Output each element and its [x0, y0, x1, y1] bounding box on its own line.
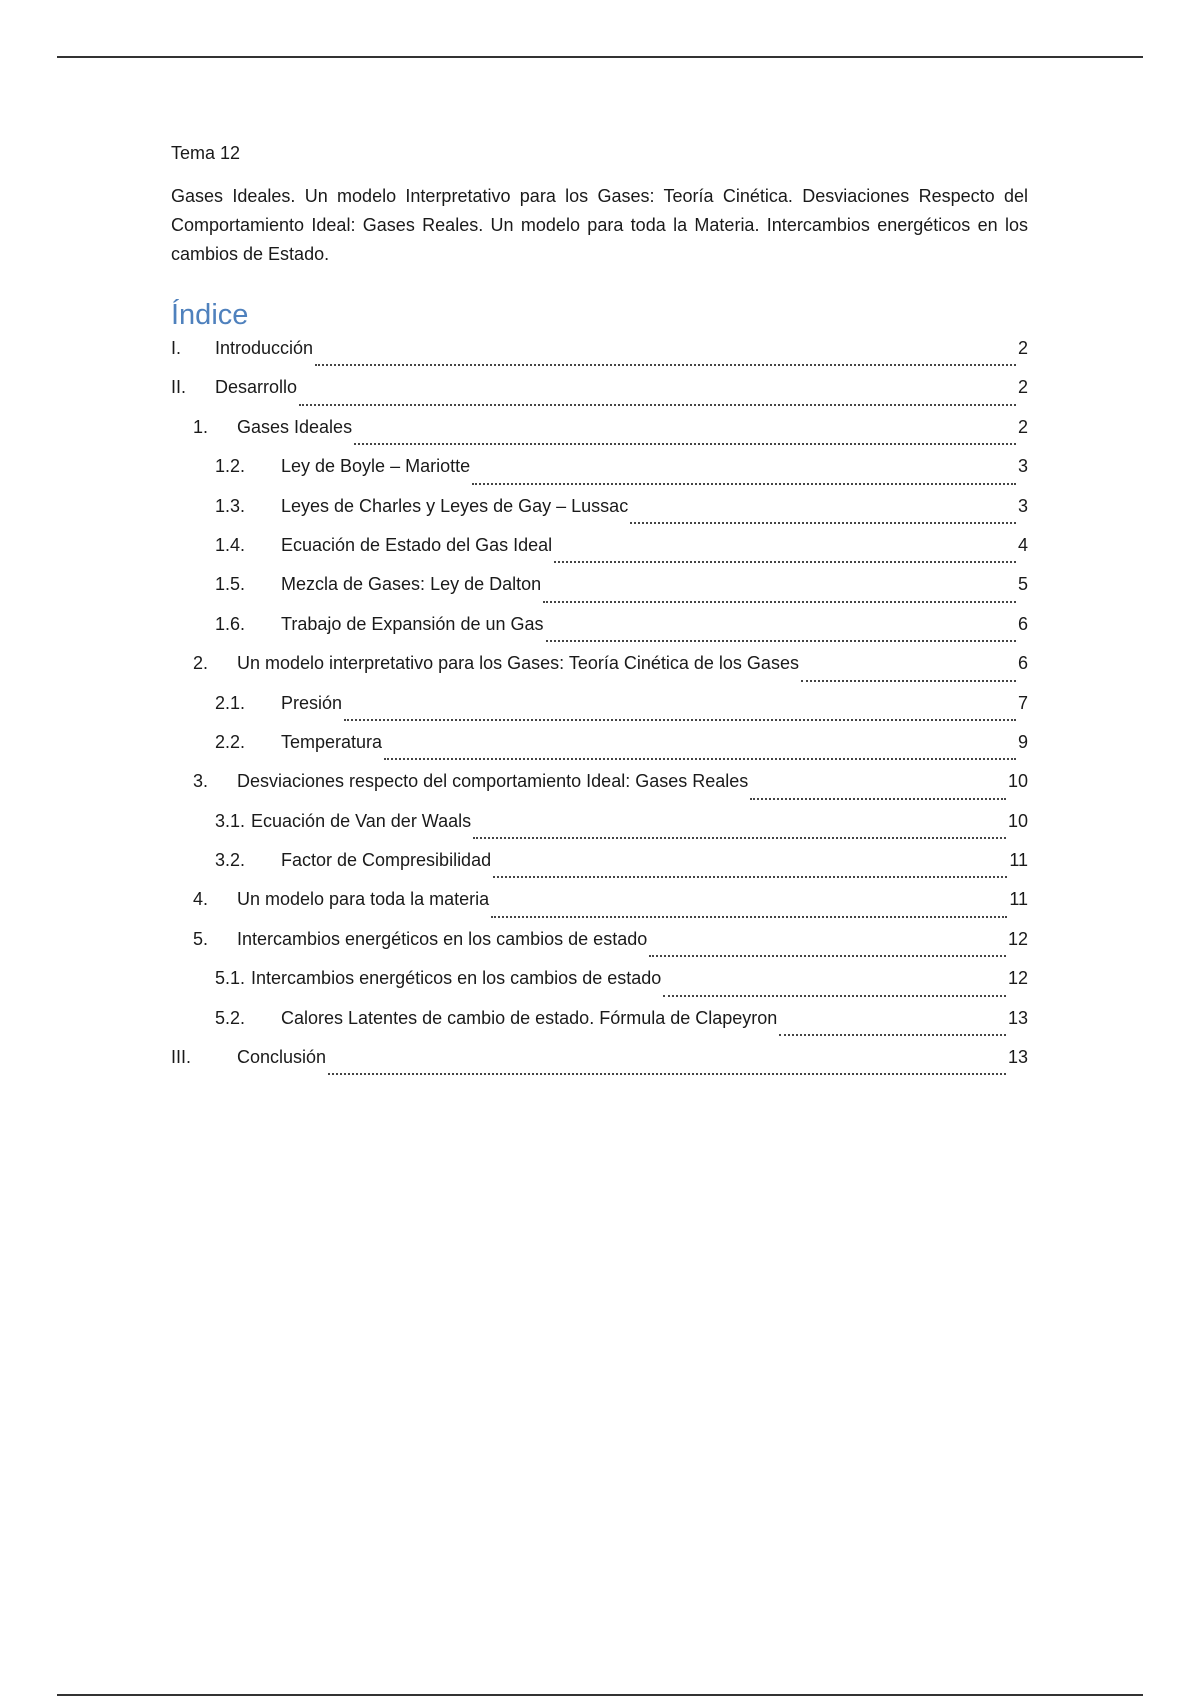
- toc-entry-number: 1.4.: [215, 534, 246, 555]
- toc-entry-gases-ideales[interactable]: [171, 414, 1028, 453]
- toc-entry-number: 2.2.: [215, 731, 246, 752]
- toc-entry-page: 7: [1017, 692, 1028, 713]
- toc-entry-gases-reales[interactable]: [171, 768, 1028, 807]
- toc-entry-page: 6: [1017, 613, 1028, 634]
- toc-entry-title: Desarrollo: [215, 377, 298, 398]
- toc-entry-boyle-mariotte[interactable]: [171, 453, 1028, 492]
- toc-entry-page: 9: [1017, 731, 1028, 752]
- toc-entry-page: 11: [1009, 889, 1028, 910]
- toc-entry-number: 5.1.: [215, 968, 246, 989]
- toc-entry-number: 5.: [193, 928, 209, 949]
- toc-entry-trabajo-expansion[interactable]: [171, 611, 1028, 650]
- toc-leader: [779, 1033, 1006, 1036]
- toc-heading: Índice: [171, 299, 249, 331]
- toc-entry-introduccion[interactable]: [171, 335, 1028, 374]
- toc-entry-conclusion[interactable]: [171, 1044, 1028, 1083]
- toc-entry-page: 4: [1017, 534, 1028, 555]
- toc-entry-number: 3.2.: [215, 850, 246, 871]
- toc-entry-page: 12: [1007, 928, 1028, 949]
- toc-entry-number: I.: [171, 338, 182, 358]
- toc-entry-page: 12: [1007, 968, 1028, 989]
- toc-leader: [299, 403, 1016, 406]
- toc-leader: [354, 442, 1016, 445]
- toc-entry-page: 10: [1007, 810, 1028, 831]
- toc-entry-title: Ley de Boyle – Mariotte: [281, 456, 471, 477]
- toc-entry-clapeyron[interactable]: [171, 1005, 1028, 1044]
- toc-entry-title: Factor de Compresibilidad: [281, 850, 492, 871]
- table-of-contents: [171, 335, 1028, 1083]
- toc-entry-page: 10: [1007, 771, 1028, 792]
- footer-rule: [57, 1694, 1143, 1696]
- toc-entry-compresibilidad[interactable]: [171, 847, 1028, 886]
- toc-entry-charles-gay-lussac[interactable]: [171, 493, 1028, 532]
- toc-leader: [493, 875, 1007, 878]
- toc-entry-title: Un modelo para toda la materia: [237, 889, 490, 910]
- toc-entry-page: 2: [1017, 377, 1028, 398]
- header-rule: [57, 56, 1143, 58]
- toc-entry-ecuacion-estado[interactable]: [171, 532, 1028, 571]
- toc-leader: [315, 363, 1016, 366]
- toc-leader: [328, 1072, 1006, 1075]
- toc-entry-title: Introducción: [215, 338, 314, 358]
- toc-leader: [344, 718, 1016, 721]
- toc-entry-number: 1.: [193, 416, 209, 437]
- toc-entry-desarrollo[interactable]: [171, 374, 1028, 413]
- toc-entry-title: Intercambios energéticos en los cambios de estado: [237, 928, 648, 949]
- toc-entry-title: Temperatura: [281, 731, 383, 752]
- toc-entry-teoria-cinetica[interactable]: [171, 650, 1028, 689]
- toc-entry-title: Un modelo interpretativo para los Gases: Teoría Cinética de los Gases: [237, 653, 799, 674]
- toc-entry-van-der-waals[interactable]: [171, 808, 1028, 847]
- toc-entry-title: Leyes de Charles y Leyes de Gay – Lussac: [281, 495, 629, 516]
- toc-entry-number: 5.2.: [215, 1007, 246, 1028]
- toc-entry-temperatura[interactable]: [171, 729, 1028, 768]
- toc-entry-number: 3.1.: [215, 810, 246, 831]
- toc-entry-title: Ecuación de Van der Waals: [251, 810, 472, 831]
- toc-entry-title: Gases Ideales: [237, 416, 353, 437]
- page-content: [171, 140, 1028, 1083]
- toc-leader: [472, 482, 1016, 485]
- toc-entry-intercambios-energeticos[interactable]: [171, 926, 1028, 965]
- toc-leader: [384, 757, 1016, 760]
- toc-entry-modelo-materia[interactable]: [171, 886, 1028, 925]
- toc-entry-number: 1.3.: [215, 495, 246, 516]
- toc-leader: [663, 994, 1006, 997]
- toc-leader: [473, 836, 1006, 839]
- toc-leader: [801, 679, 1016, 682]
- toc-entry-number: 4.: [193, 889, 209, 910]
- toc-leader: [554, 560, 1016, 563]
- toc-entry-number: 1.2.: [215, 456, 246, 477]
- toc-leader: [546, 639, 1016, 642]
- toc-entry-number: 1.6.: [215, 613, 246, 634]
- toc-entry-number: 3.: [193, 771, 209, 792]
- toc-entry-page: 5: [1017, 574, 1028, 595]
- toc-entry-page: 6: [1017, 653, 1028, 674]
- toc-entry-number: 2.: [193, 653, 209, 674]
- toc-entry-title: Desviaciones respecto del comportamiento Ideal: Gases Reales: [237, 771, 749, 792]
- toc-entry-intercambios-energeticos-sub[interactable]: [171, 965, 1028, 1004]
- toc-entry-page: 11: [1009, 850, 1028, 871]
- toc-entry-number: 1.5.: [215, 574, 246, 595]
- toc-entry-presion[interactable]: [171, 690, 1028, 729]
- toc-entry-title: Presión: [281, 692, 343, 713]
- toc-entry-number: III.: [171, 1047, 192, 1068]
- toc-leader: [543, 600, 1016, 603]
- toc-entry-number: 2.1.: [215, 692, 246, 713]
- toc-entry-number: II.: [171, 377, 187, 398]
- toc-entry-title: Calores Latentes de cambio de estado. Fórmula de Clapeyron: [281, 1007, 778, 1028]
- toc-entry-title: Ecuación de Estado del Gas Ideal: [281, 534, 553, 555]
- toc-entry-page: 2: [1017, 338, 1028, 358]
- toc-entry-ley-dalton[interactable]: [171, 571, 1028, 610]
- tema-label: Tema 12: [171, 143, 241, 163]
- toc-leader: [491, 915, 1007, 918]
- toc-entry-page: 3: [1017, 495, 1028, 516]
- toc-entry-title: Trabajo de Expansión de un Gas: [281, 613, 544, 634]
- toc-entry-page: 13: [1007, 1047, 1028, 1068]
- document-subtitle: Gases Ideales. Un modelo Interpretativo para los Gases: Teoría Cinética. Desviaciones Respecto del Comportamiento Ideal: Gases Reales. Un modelo para toda la Materia. Intercambios energéticos en los cambios de Estado.: [171, 186, 1028, 264]
- toc-entry-page: 2: [1017, 416, 1028, 437]
- toc-entry-title: Conclusión: [237, 1047, 327, 1068]
- toc-entry-title: Intercambios energéticos en los cambios de estado: [251, 968, 662, 989]
- toc-leader: [750, 797, 1006, 800]
- toc-entry-page: 13: [1007, 1007, 1028, 1028]
- toc-entry-title: Mezcla de Gases: Ley de Dalton: [281, 574, 542, 595]
- toc-leader: [649, 954, 1006, 957]
- toc-leader: [630, 521, 1016, 524]
- toc-entry-page: 3: [1017, 456, 1028, 477]
